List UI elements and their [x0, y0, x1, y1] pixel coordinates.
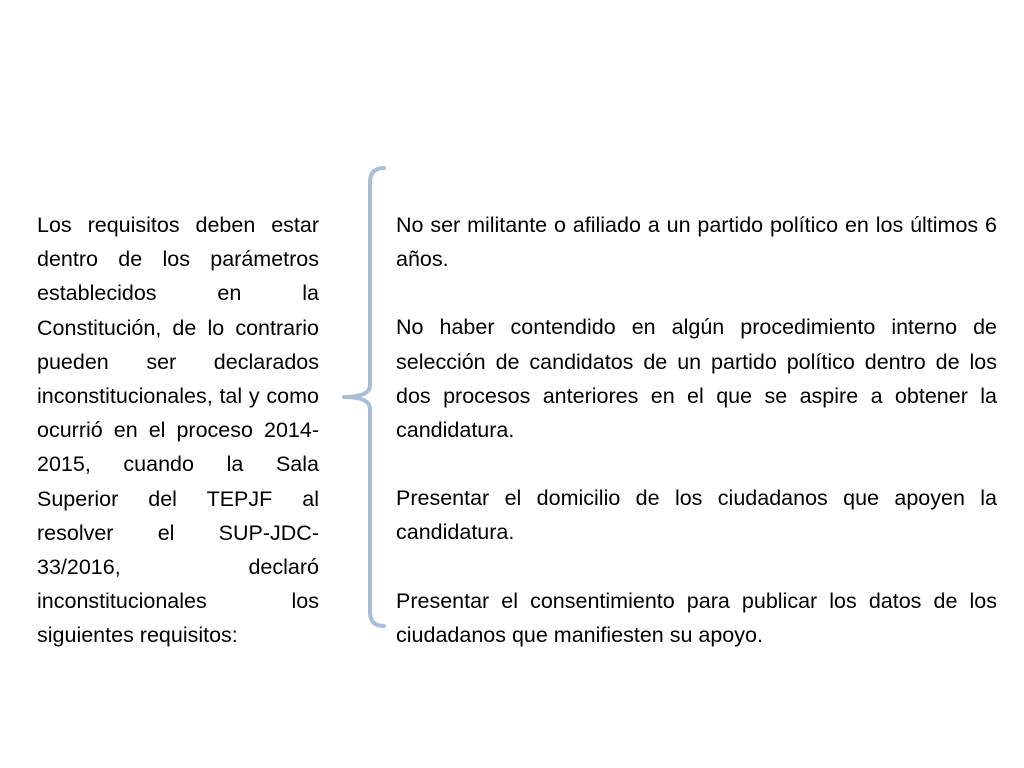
requirement-item: Presentar el consentimiento para publicar los datos de los ciudadanos que manifiesten su apoyo. [396, 588, 997, 647]
intro-paragraph: Los requisitos deben estar dentro de los parámetros establecidos en la Constitución, de lo contrario pueden ser declarados inconstitucionales, tal y como ocurrió en el proceso 2014-2015, cuando la Sala Superior del TEPJF al resolver el SUP-JDC-33/2016, declaró inconstitucionales los siguientes requisitos: [37, 213, 319, 648]
curly-brace-path [344, 168, 384, 626]
requirement-item: Presentar el domicilio de los ciudadanos que apoyen la candidatura. [396, 486, 997, 545]
requirements-list [396, 208, 997, 652]
requirement-item: No ser militante o afiliado a un partido político en los últimos 6 años. [396, 213, 997, 272]
curly-brace-divider [340, 160, 390, 635]
requirement-item: No haber contendido en algún procedimiento interno de selección de candidatos de un partido político dentro de los dos procesos anteriores en el que se aspire a obtener la candidatura. [396, 315, 997, 443]
